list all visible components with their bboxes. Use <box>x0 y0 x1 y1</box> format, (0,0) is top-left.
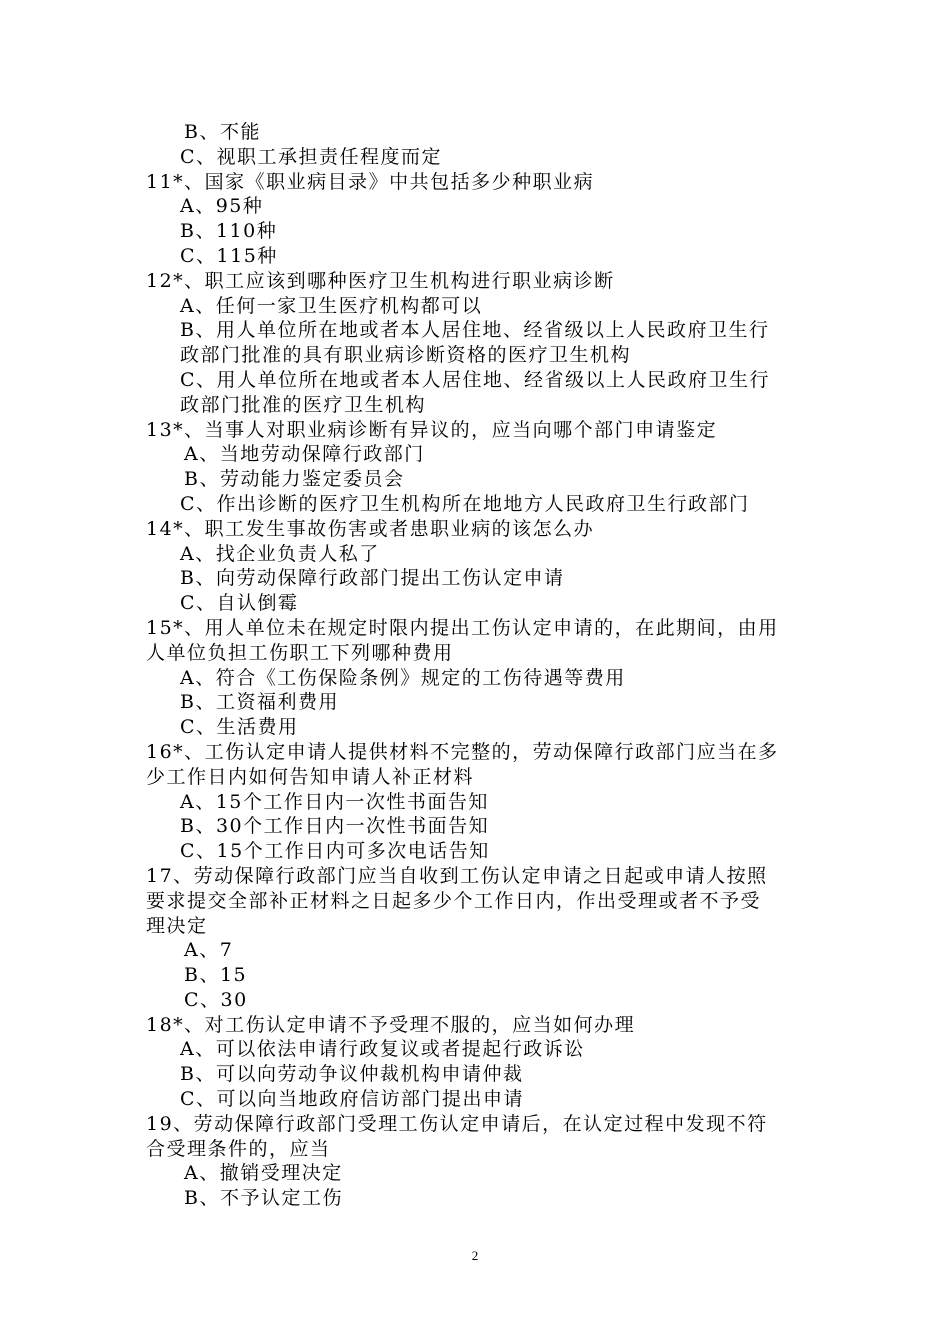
question-text: 15*、用人单位未在规定时限内提出工伤认定申请的，在此期间，由用 <box>146 616 779 639</box>
page-number: 2 <box>471 1248 479 1263</box>
answer-option: C、作出诊断的医疗卫生机构所在地地方人民政府卫生行政部门 <box>180 492 750 515</box>
answer-option: C、自认倒霉 <box>180 592 299 615</box>
answer-option: A、当地劳动保障行政部门 <box>184 443 425 466</box>
answer-option: A、找企业负责人私了 <box>180 542 380 565</box>
question-text: 合受理条件的，应当 <box>146 1137 331 1160</box>
answer-option: C、视职工承担责任程度而定 <box>180 145 443 168</box>
answer-option: B、工资福利费用 <box>180 691 339 714</box>
answer-option: B、110种 <box>180 220 278 243</box>
answer-option-continuation: 政部门批准的具有职业病诊断资格的医疗卫生机构 <box>180 344 632 367</box>
question-text: 17、劳动保障行政部门应当自收到工伤认定申请之日起或申请人按照 <box>146 864 768 887</box>
answer-option: B、不予认定工伤 <box>184 1187 343 1210</box>
answer-option: A、撤销受理决定 <box>184 1162 343 1185</box>
answer-option: A、任何一家卫生医疗机构都可以 <box>180 294 483 317</box>
answer-option-continuation: 政部门批准的医疗卫生机构 <box>180 393 427 416</box>
answer-option: A、95种 <box>180 195 264 218</box>
question-text: 12*、职工应该到哪种医疗卫生机构进行职业病诊断 <box>146 269 615 292</box>
question-text: 少工作日内如何告知申请人补正材料 <box>146 765 475 788</box>
answer-option: A、可以依法申请行政复议或者提起行政诉讼 <box>180 1038 585 1061</box>
answer-option: A、15个工作日内一次性书面告知 <box>180 790 489 813</box>
question-text: 16*、工伤认定申请人提供材料不完整的，劳动保障行政部门应当在多 <box>146 740 779 763</box>
answer-option: B、15 <box>184 964 248 987</box>
answer-option: B、不能 <box>184 121 261 143</box>
question-text: 理决定 <box>146 914 208 937</box>
question-text: 人单位负担工伤职工下列哪种费用 <box>146 641 454 664</box>
question-text: 要求提交全部补正材料之日起多少个工作日内，作出受理或者不予受 <box>146 889 762 912</box>
answer-option: B、30个工作日内一次性书面告知 <box>180 815 490 838</box>
answer-option: A、符合《工伤保险条例》规定的工伤待遇等费用 <box>180 666 626 689</box>
question-text: 13*、当事人对职业病诊断有异议的，应当向哪个部门申请鉴定 <box>146 418 718 441</box>
question-text: 14*、职工发生事故伤害或者患职业病的该怎么办 <box>146 517 595 540</box>
question-list <box>146 120 816 1211</box>
question-text: 18*、对工伤认定申请不予受理不服的，应当如何办理 <box>146 1013 636 1036</box>
answer-option: C、生活费用 <box>180 716 299 739</box>
answer-option: C、可以向当地政府信访部门提出申请 <box>180 1088 525 1111</box>
answer-option: C、115种 <box>180 244 278 267</box>
question-text: 11*、国家《职业病目录》中共包括多少种职业病 <box>146 170 595 193</box>
answer-option: B、劳动能力鉴定委员会 <box>184 468 405 491</box>
answer-option: C、30 <box>184 988 248 1011</box>
answer-option: A、7 <box>184 939 234 962</box>
answer-option: B、向劳动保障行政部门提出工伤认定申请 <box>180 567 565 590</box>
answer-option: C、15个工作日内可多次电话告知 <box>180 840 490 863</box>
answer-option: B、可以向劳动争议仲裁机构申请仲裁 <box>180 1063 524 1086</box>
answer-option: C、用人单位所在地或者本人居住地、经省级以上人民政府卫生行 <box>180 368 771 391</box>
answer-option: B、用人单位所在地或者本人居住地、经省级以上人民政府卫生行 <box>180 319 770 342</box>
question-text: 19、劳动保障行政部门受理工伤认定申请后，在认定过程中发现不符 <box>146 1112 768 1135</box>
